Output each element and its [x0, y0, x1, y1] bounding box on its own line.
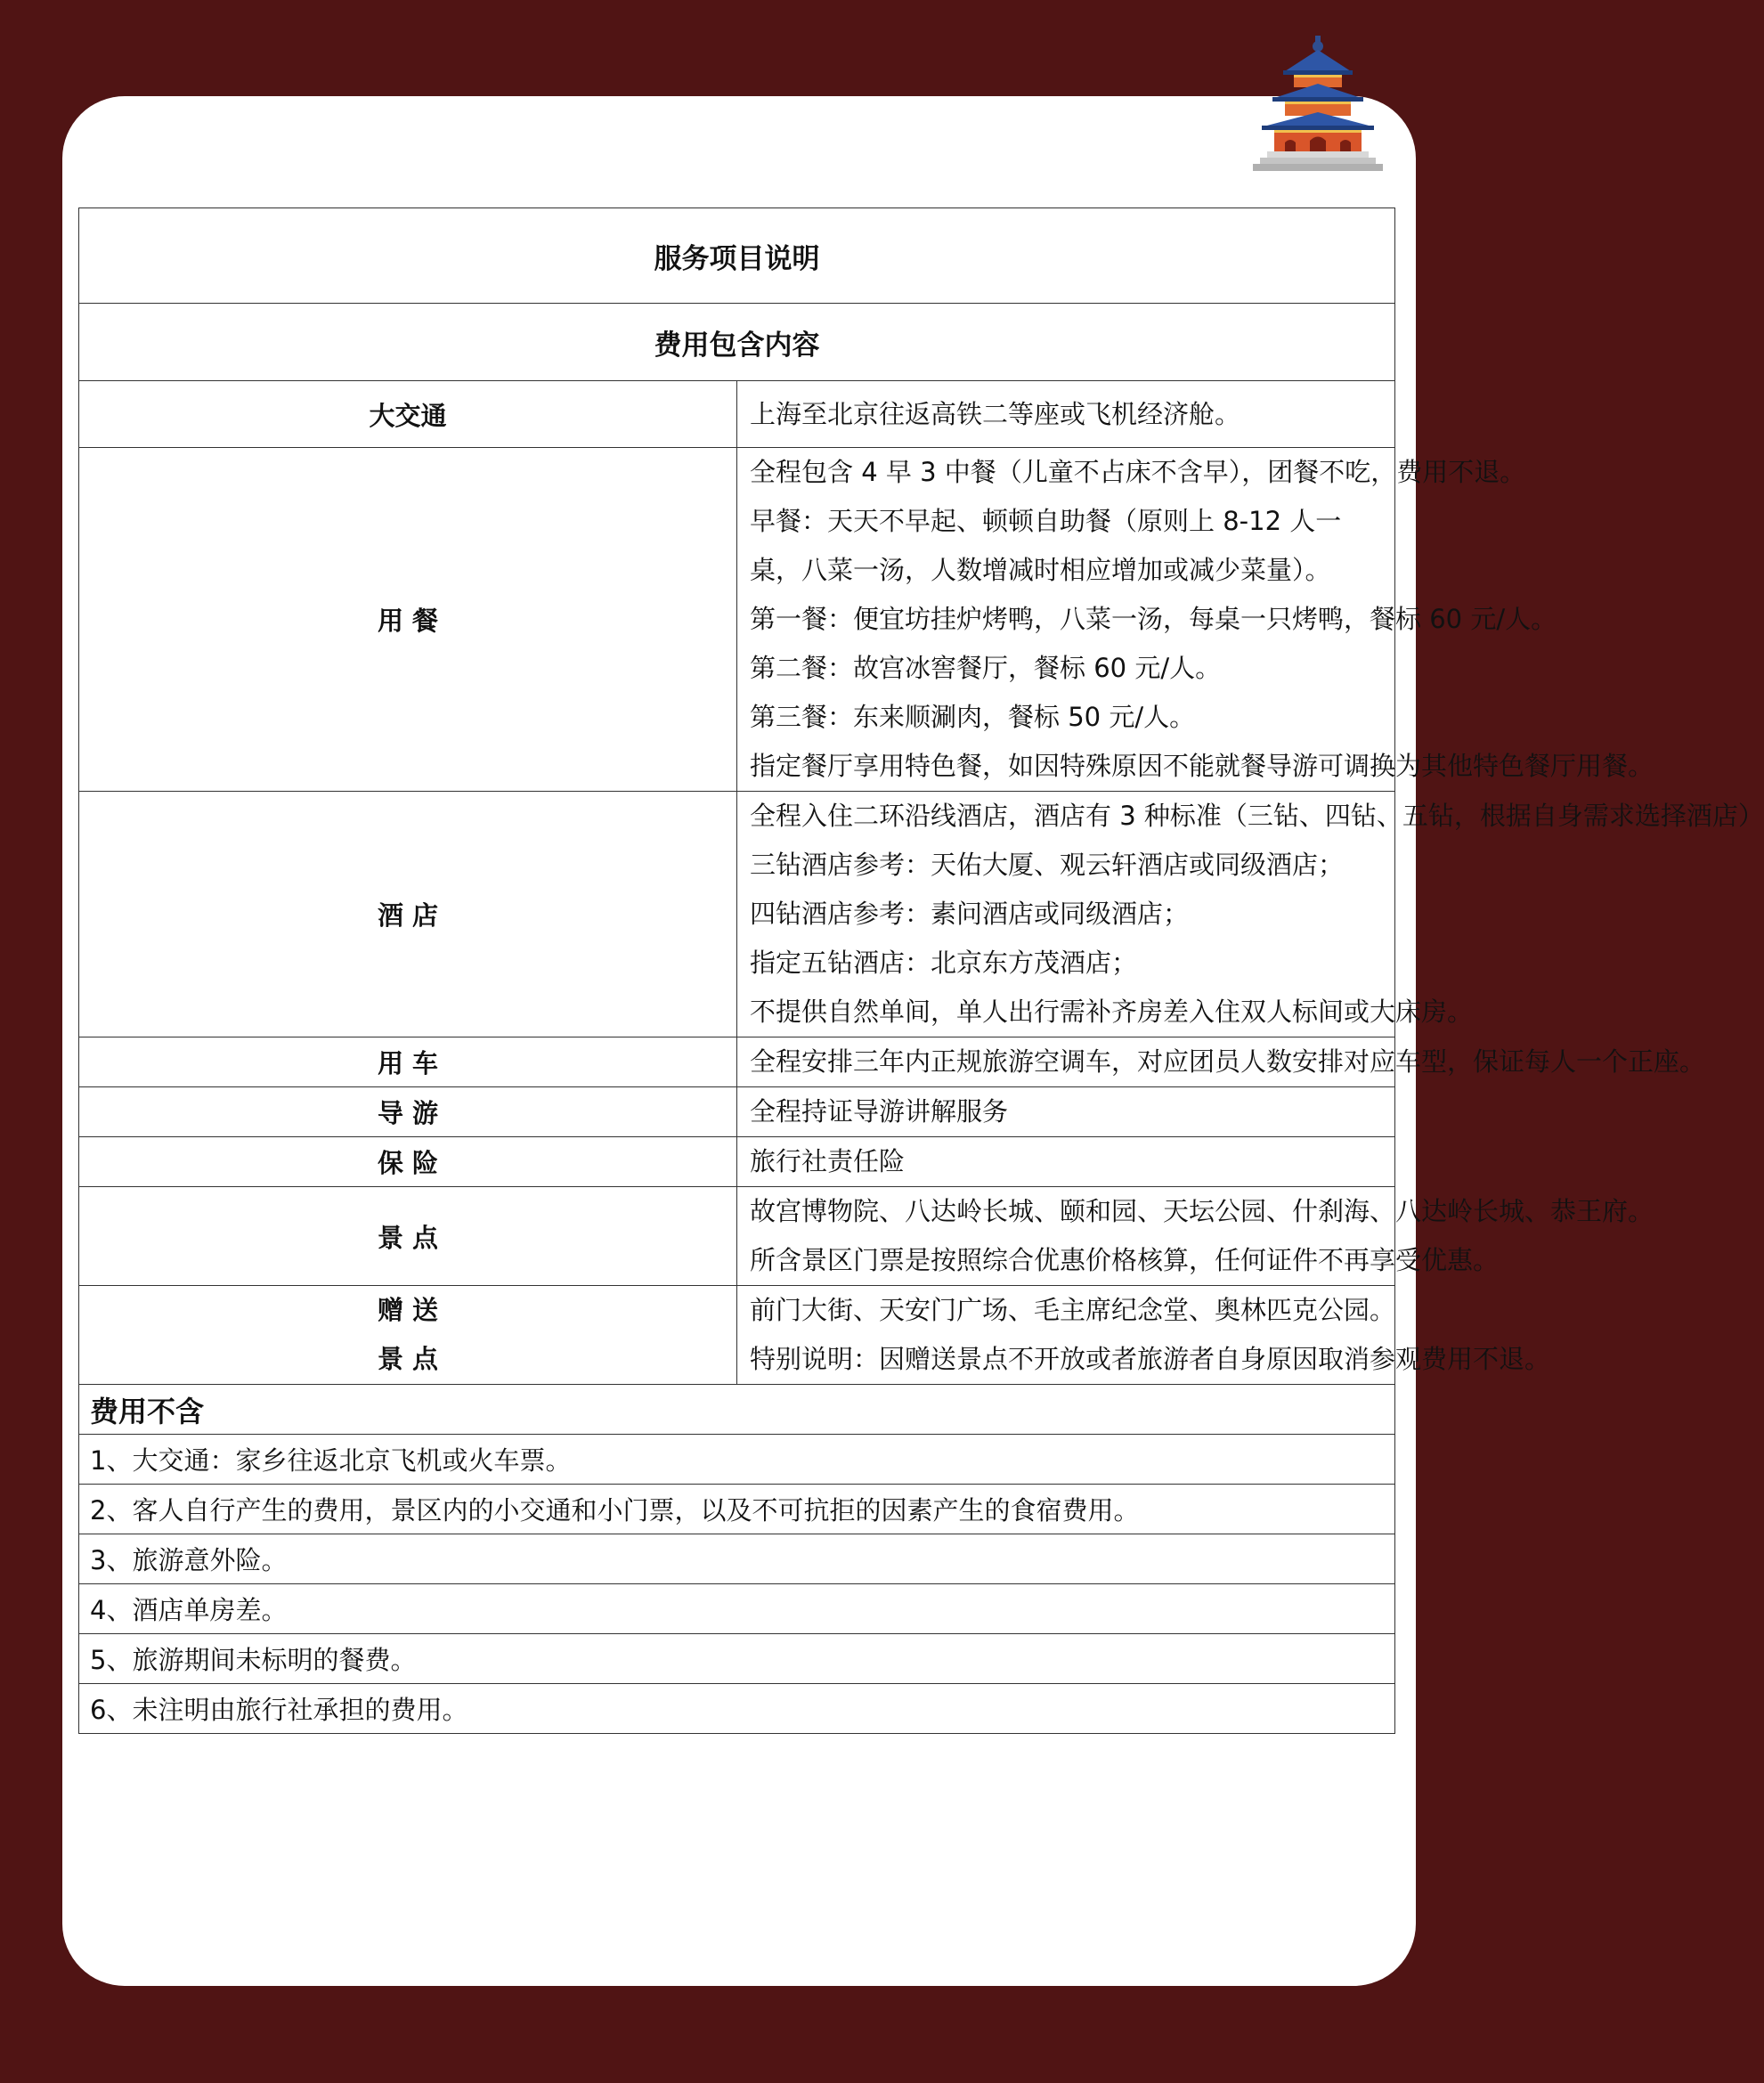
- row-label: 大交通: [79, 381, 737, 448]
- row-insurance: [79, 1137, 1395, 1187]
- row-label: 景 点: [79, 1187, 737, 1286]
- content-line: 三钻酒店参考：天佑大厦、观云轩酒店或同级酒店；: [750, 850, 1345, 880]
- content-line: 特别说明：因赠送景点不开放或者旅游者自身原因取消参观费用不退。: [750, 1344, 1551, 1374]
- row-content: [737, 1286, 1551, 1385]
- excluded-header: 费用不含: [79, 1385, 1395, 1435]
- row-label: 用 车: [79, 1037, 737, 1087]
- excluded-item: 6、未注明由旅行社承担的费用。: [79, 1684, 1395, 1734]
- content-line: 旅行社责任险: [750, 1146, 906, 1176]
- content-line: 全程安排三年内正规旅游空调车，对应团员人数安排对应车型，保证每人一个正座。: [750, 1046, 1706, 1077]
- label-line: 赠 送: [377, 1295, 439, 1325]
- row-content: [737, 1087, 1395, 1137]
- row-vehicle: [79, 1037, 1395, 1087]
- excluded-item: 1、大交通：家乡往返北京飞机或火车票。: [79, 1435, 1395, 1485]
- row-content: [737, 381, 1395, 448]
- row-label: [79, 1286, 737, 1385]
- excluded-item: 5、旅游期间未标明的餐费。: [79, 1634, 1395, 1684]
- content-line: 全程入住二环沿线酒店，酒店有 3 种标准（三钻、四钻、五钻，根据自身需求选择酒店）: [750, 801, 1764, 831]
- content-line: 不提供自然单间，单人出行需补齐房差入住双人标间或大床房。: [750, 997, 1474, 1027]
- row-hotel: [79, 792, 1395, 1037]
- row-guide: [79, 1087, 1395, 1137]
- row-label: 保 险: [79, 1137, 737, 1187]
- table-title: 服务项目说明: [79, 208, 1395, 304]
- row-bonus-sights: [79, 1286, 1395, 1385]
- service-table: [78, 207, 1764, 1734]
- content-line: 故宫博物院、八达岭长城、颐和园、天坛公园、什刹海、八达岭长城、恭王府。: [750, 1196, 1654, 1226]
- row-label: 导 游: [79, 1087, 737, 1137]
- content-line: 四钻酒店参考：素问酒店或同级酒店；: [750, 899, 1190, 929]
- content-line: 前门大街、天安门广场、毛主席纪念堂、奥林匹克公园。: [750, 1295, 1396, 1325]
- content-line: 指定餐厅享用特色餐，如因特殊原因不能就餐导游可调换为其他特色餐厅用餐。: [750, 751, 1654, 781]
- row-label: 酒 店: [79, 792, 737, 1037]
- included-header: 费用包含内容: [79, 304, 1395, 381]
- row-sights: [79, 1187, 1395, 1286]
- row-content: [737, 448, 1654, 792]
- content-line: 指定五钻酒店：北京东方茂酒店；: [750, 948, 1138, 978]
- excluded-item: 4、酒店单房差。: [79, 1584, 1395, 1634]
- row-content: [737, 1037, 1706, 1087]
- temple-of-heaven-icon: [1251, 34, 1385, 176]
- row-meals: [79, 448, 1395, 792]
- row-content: [737, 1187, 1654, 1286]
- label-line: 景 点: [377, 1344, 439, 1374]
- content-line: 第三餐：东来顺涮肉，餐标 50 元/人。: [750, 702, 1196, 732]
- content-line: 所含景区门票是按照综合优惠价格核算，任何证件不再享受优惠。: [750, 1245, 1500, 1275]
- row-content: [737, 792, 1764, 1037]
- content-line: 早餐：天天不早起、顿顿自助餐（原则上 8-12 人一桌，八菜一汤，人数增减时相应增加或减少菜量）。: [750, 506, 1342, 585]
- content-line: 全程持证导游讲解服务: [750, 1096, 1009, 1127]
- content-line: 第一餐：便宜坊挂炉烤鸭，八菜一汤，每桌一只烤鸭，餐标 60 元/人。: [750, 604, 1557, 634]
- row-transport: [79, 381, 1395, 448]
- content-line: 第二餐：故宫冰窖餐厅，餐标 60 元/人。: [750, 653, 1222, 683]
- content-line: 上海至北京往返高铁二等座或飞机经济舱。: [750, 399, 1241, 429]
- excluded-item: 2、客人自行产生的费用，景区内的小交通和小门票，以及不可抗拒的因素产生的食宿费用。: [79, 1485, 1395, 1534]
- row-label: 用 餐: [79, 448, 737, 792]
- row-content: [737, 1137, 1395, 1187]
- excluded-item: 3、旅游意外险。: [79, 1534, 1395, 1584]
- content-line: 全程包含 4 早 3 中餐（儿童不占床不含早），团餐不吃，费用不退。: [750, 457, 1526, 487]
